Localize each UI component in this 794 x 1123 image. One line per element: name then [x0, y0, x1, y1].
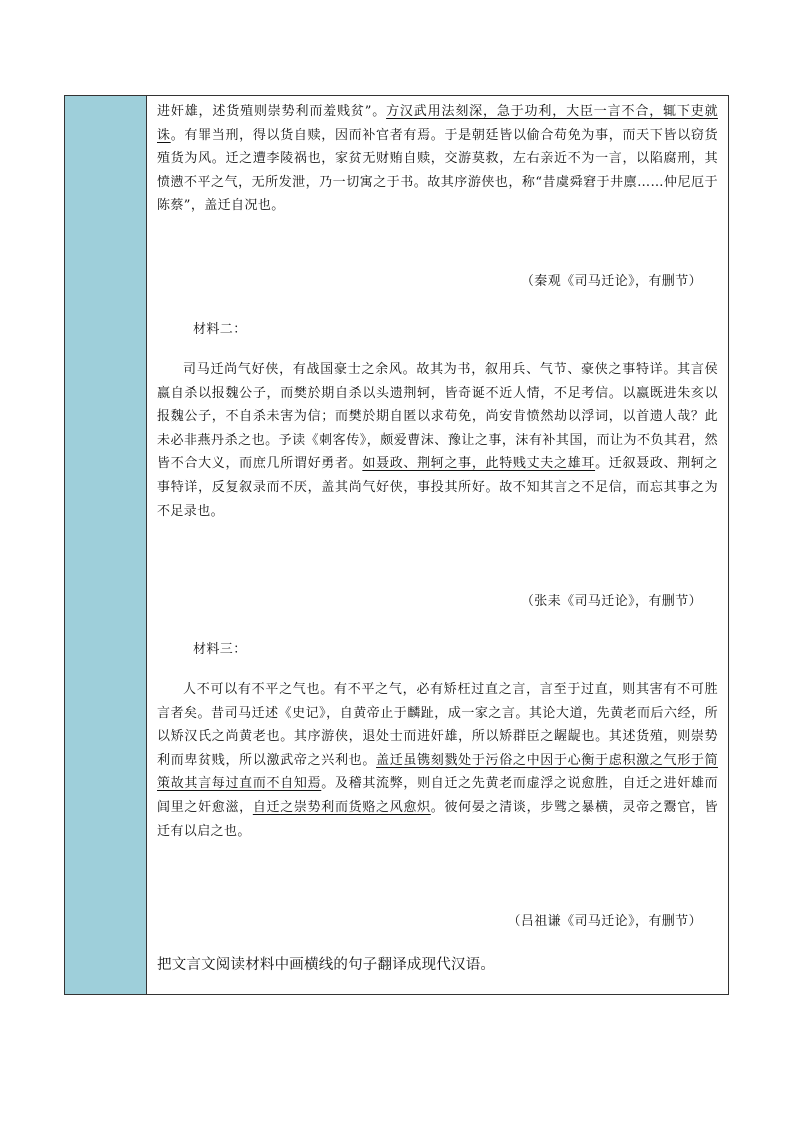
material3-underlined-sentence-1: 盖迁虽镌刻戮处于污俗之中因于心衡于虑积激之气形于简策故其言每过直而不自知焉	[157, 752, 718, 792]
table-content-cell	[147, 96, 728, 994]
material2-paragraph	[157, 358, 718, 523]
document-table	[64, 95, 729, 995]
material2-label-block	[157, 318, 718, 342]
material2-text-a: 司马迁尚气好侠，有战国豪士之余风。故其为书，叙用兵、气节、豪侠之事特详。其言侯嬴自杀以报魏公子，而樊於期自杀以头遗荆轲，皆奇诞不近人情，不足考信。以嬴既进朱亥以报魏公子，不自杀未害为信；而樊於期自匿以求苟免，尚安肯愤然劫以浮词，以首遗人哉？此未必非燕丹杀之也。予读《刺客传》，颇爱曹沫、豫让之事，沫有补其国，而让为不负其君，然皆不合大义，而庶几所谓好勇者。	[157, 362, 718, 472]
material3-text-a: 人不可以有不平之气也。有不平之气，必有矫枉过直之言，言至于过直，则其害有不可胜言者矣。昔司马迁述《史记》，自黄帝止于麟趾，成一家之言。其论大道，先黄老而后六经，所以矫汉氏之尚黄老也。其序游侠，退处士而进奸雄，所以矫群臣之龌龊也。其述货殖，则崇势利而卑贫贱，所以激武帝之兴利也。	[157, 682, 718, 768]
question-text: 把文言文阅读材料中画横线的句子翻译成现代汉语。	[157, 957, 496, 973]
material3-underlined-sentence-2: 自迁之崇势利而货赂之风愈炽	[252, 799, 431, 815]
material3-citation-block	[157, 910, 718, 934]
passage1-text-b: 。有罪当刑，得以货自赎，因而补官者有焉。于是朝廷皆以偷合苟免为事，而天下皆以窃货殖货为风。迁之遭李陵祸也，家贫无财贿自赎，交游莫救，左右亲近不为一言，以陷腐刑，其愤懑不平之气，无所发泄，乃一切寓之于书。故其序游侠也，称“昔虞舜窘于井廪……仲尼厄于陈蔡”，盖迁自况也。	[157, 127, 718, 214]
material3-block	[157, 678, 718, 843]
material2-underlined-sentence: 如聂政、荆轲之事，此特贱丈夫之雄耳	[362, 456, 596, 472]
passage1-citation-block	[157, 270, 718, 294]
material2-citation: （张耒《司马迁论》，有删节）	[520, 594, 702, 609]
material3-paragraph	[157, 678, 718, 843]
material2-label: 材料二：	[193, 322, 247, 337]
material3-citation: （吕祖谦《司马迁论》，有删节）	[507, 914, 702, 929]
passage1-block	[157, 100, 718, 218]
table-left-column	[65, 96, 147, 994]
passage1-underlined-sentence: 方汉武用法刻深，急于功利，大臣一言不合，辄下吏就诛	[157, 104, 718, 143]
passage1-paragraph	[157, 100, 718, 218]
material2-text-b: 。迁叙聂政、荆轲之事特详，反复叙录而不厌，盖其尚气好侠，事投其所好。故不知其言之不足信，而忘其事之为不足录也。	[157, 456, 718, 519]
material3-label-block	[157, 638, 718, 662]
material2-block	[157, 358, 718, 523]
passage1-text-a: 进奸雄，述货殖则崇势利而羞贱贫”。	[157, 104, 387, 119]
material3-text-b: 。及稽其流弊，则自迁之先黄老而虚浮之说愈胜，自迁之进奸雄而闾里之奸愈滋，	[157, 776, 718, 815]
passage1-citation: （秦观《司马迁论》，有删节）	[520, 274, 702, 289]
material3-text-c: 。彼何晏之清谈，步骘之暴横，灵帝之鬻官，皆迁有以启之也。	[157, 799, 718, 839]
material3-label: 材料三：	[193, 642, 247, 657]
material2-citation-block	[157, 590, 718, 614]
